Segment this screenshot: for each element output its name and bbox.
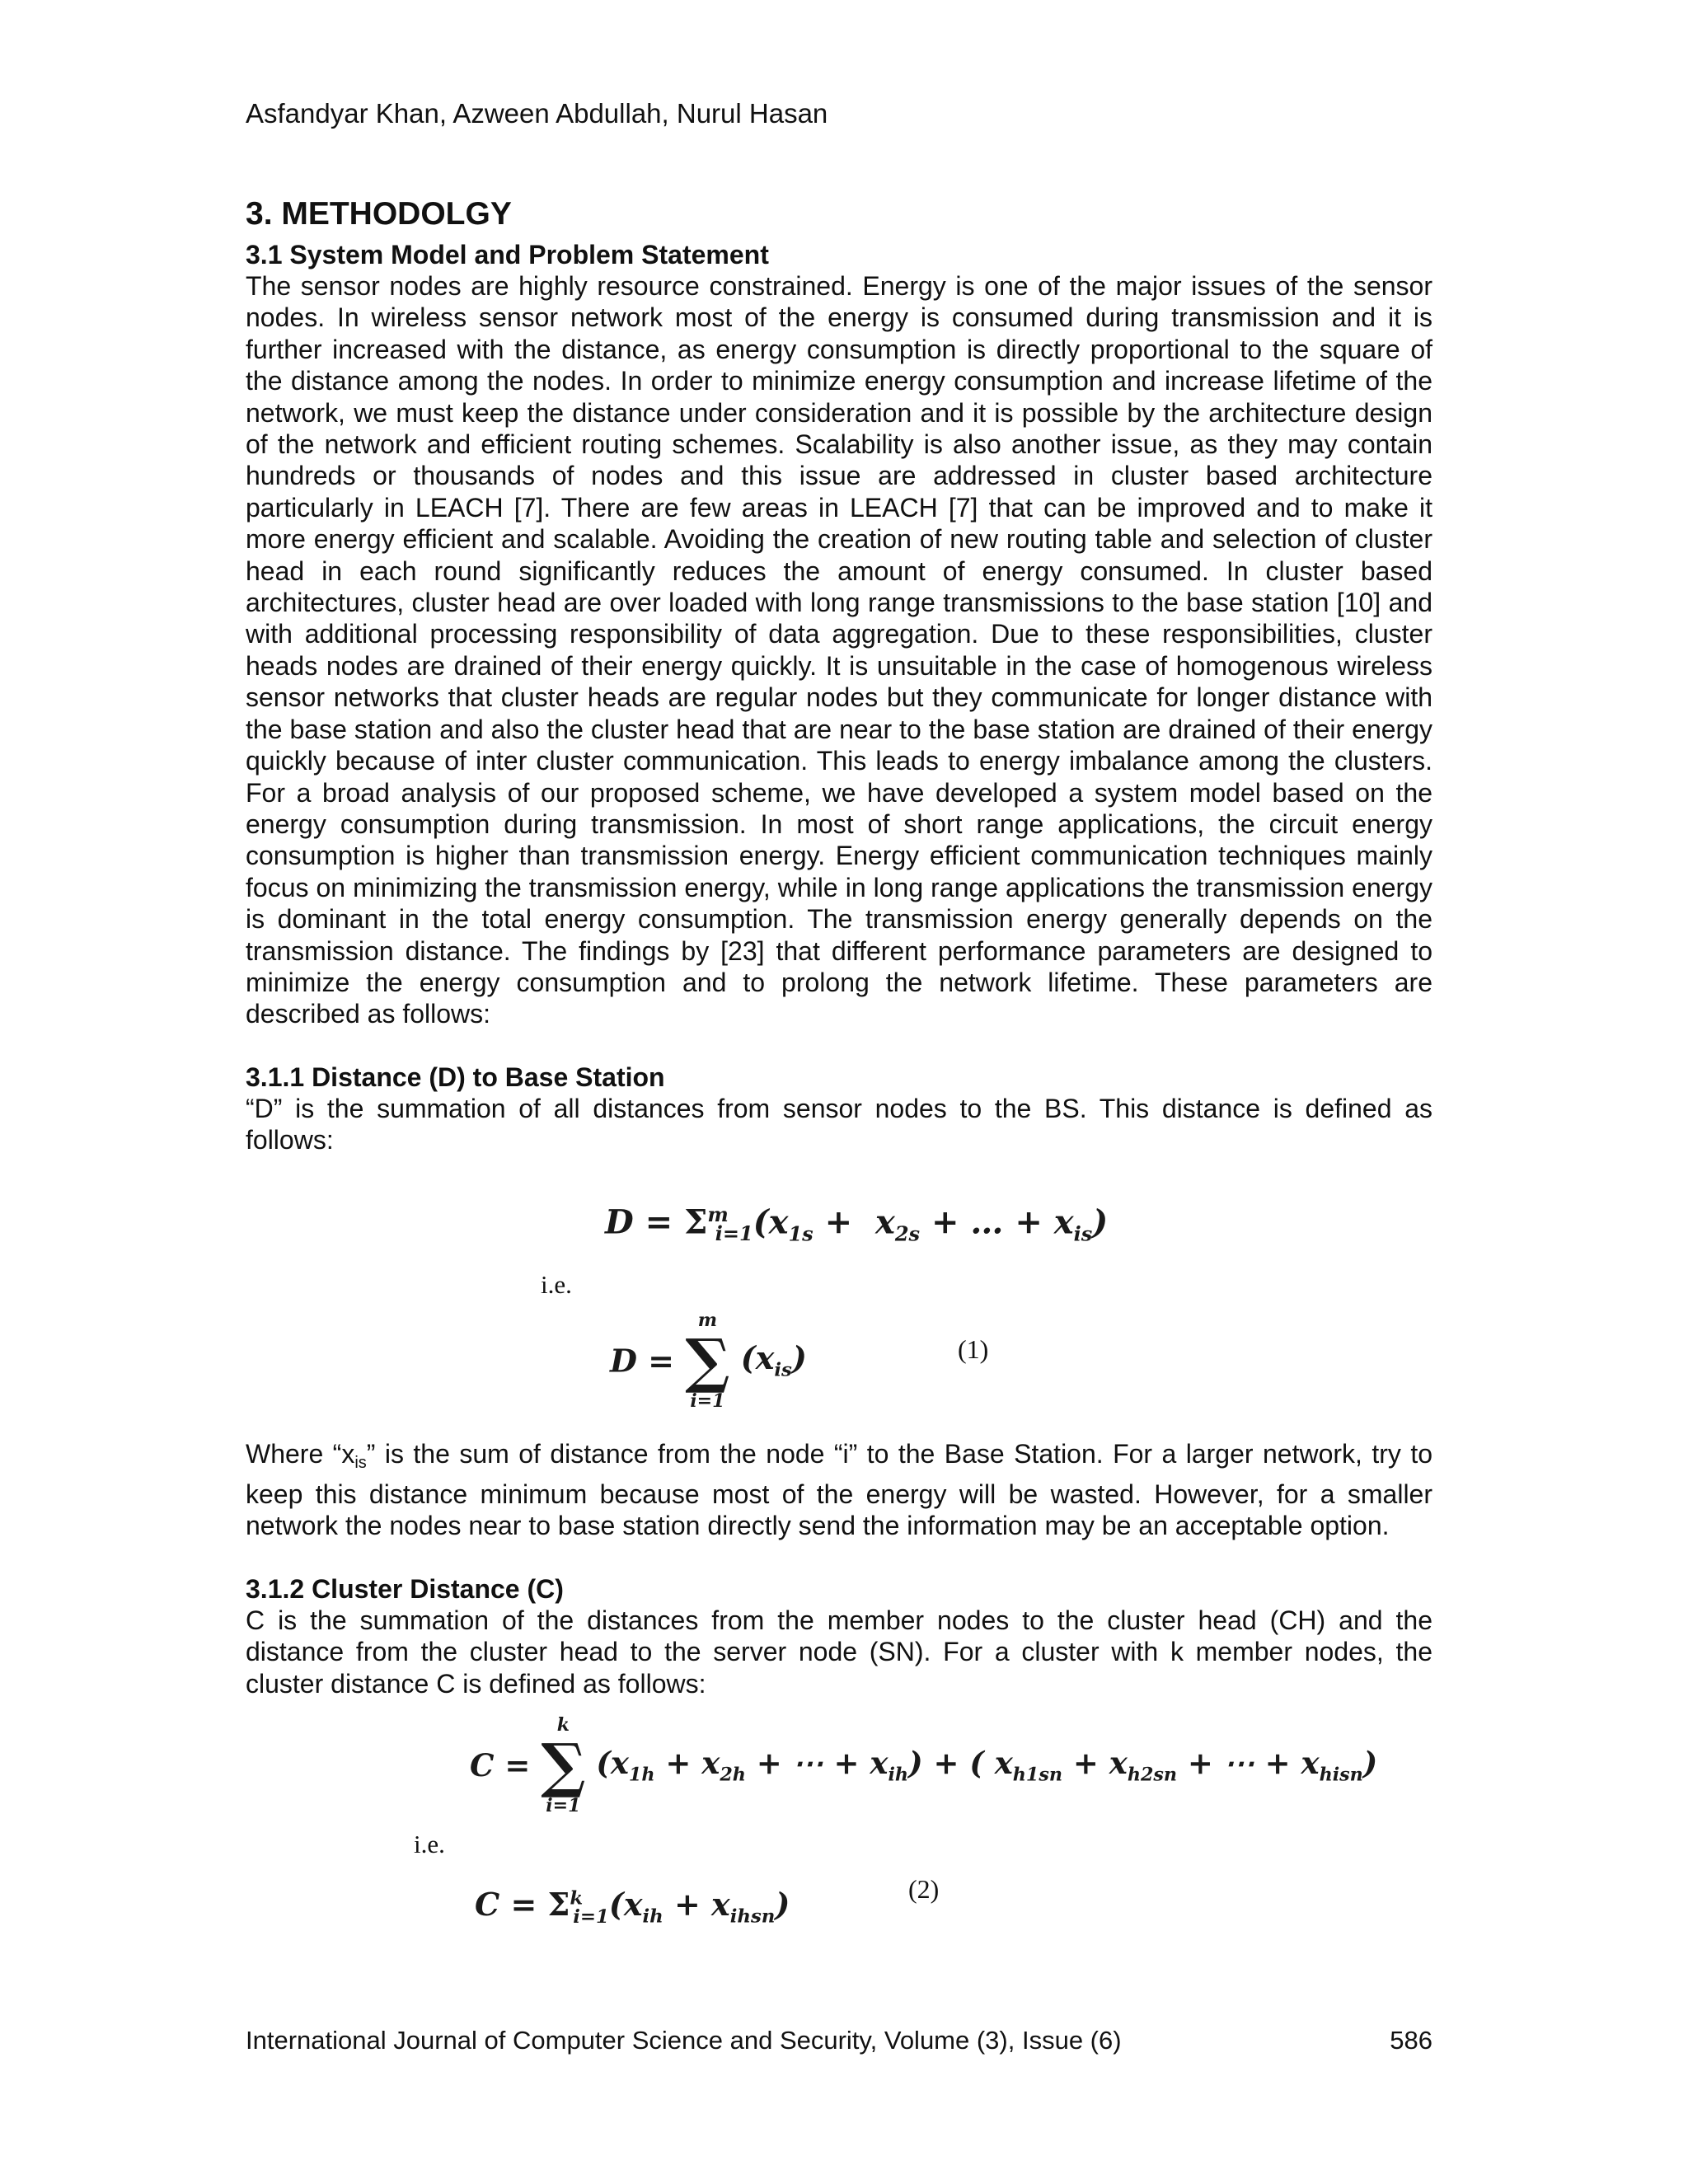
footer-page-number: 586: [1390, 2026, 1432, 2055]
equation-2-line-2: $C = \Sigma^k_{i=1}(x_{ih} + x_{ihsn})$: [475, 1886, 790, 1928]
body-paragraph-where: Where “$x_{is}$” is the sum of distance from the node “i” to the Base Station. For a larger network, try to keep this distance minimum because most of the energy will be wasted. However, for a smaller network the nodes near to base station directly send the information may be an acceptable option.: [246, 1438, 1433, 1541]
subsubsection-title-cluster: 3.1.2 Cluster Distance (C): [246, 1573, 564, 1604]
equation-1-line-2: D = m ∑ i=1 $(x_{is})$: [610, 1309, 807, 1412]
body-paragraph-cluster: C is the summation of the distances from the member nodes to the cluster head (CH) and the distance from the cluster head to the server node (SN). For a cluster with k member nodes, the cluster distance C is defined as follows:: [246, 1605, 1432, 1699]
subsubsection-title-distance: 3.1.1 Distance (D) to Base Station: [246, 1062, 665, 1092]
equation-2-line-1: C = k ∑ i=1 ($x_{1h} + x_{2h}$ + ⋯ + $x_{ih}$) + ( $x_{h1sn} + x_{h2sn}$ + ⋯ + $x_{hisn}$): [470, 1714, 1378, 1816]
page-content: [246, 194, 1432, 1947]
body-paragraph-distance: “D” is the summation of all distances from sensor nodes to the BS. This distance is defined as follows:: [246, 1093, 1432, 1155]
equation-1-line-1: $D = \Sigma^m_{i=1}(x_{1s} + x_{2s}$ + … + $x_{is}$): [605, 1202, 1109, 1245]
equation-2-number: (2): [908, 1874, 940, 1904]
equation-2-ie-label: i.e.: [414, 1830, 445, 1858]
subsection-title: 3.1 System Model and Problem Statement: [246, 240, 769, 269]
equation-2-block: [246, 1699, 1432, 1947]
spacer: [246, 1030, 1432, 1062]
footer-journal: International Journal of Computer Science and Security, Volume (3), Issue (6): [246, 2026, 1122, 2055]
equation-1-number: (1): [958, 1333, 989, 1364]
equation-1-ie-label: i.e.: [541, 1269, 572, 1299]
running-header-authors: Asfandyar Khan, Azween Abdullah, Nurul Hasan: [246, 98, 828, 129]
spacer: [246, 1542, 1432, 1573]
section-title: 3. METHODOLGY: [246, 196, 512, 232]
page-footer: [246, 2024, 1432, 2057]
equation-1-block: [246, 1156, 1432, 1438]
body-paragraph-system-model: The sensor nodes are highly resource constrained. Energy is one of the major issues of the sensor nodes. In wireless sensor network most of the energy is consumed during transmission and it is further increased with the distance, as energy consumption is directly proportional to the square of the distance among the nodes. In order to minimize energy consumption and increase lifetime of the network, we must keep the distance under consideration and it is possible by the architecture design of the network and efficient routing schemes. Scalability is also another issue, as they may contain hundreds or thousands of nodes and this issue are addressed in cluster based architecture particularly in LEACH [7]. There are few areas in LEACH [7] that can be improved and to make it more energy efficient and scalable. Avoiding the creation of new routing table and selection of cluster head in each round significantly reduces the amount of energy consumed. In cluster based architectures, cluster head are over loaded with long range transmissions to the base station [10] and with additional processing responsibility of data aggregation. Due to these responsibilities, cluster heads nodes are drained of their energy quickly. It is unsuitable in the case of homogenous wireless sensor networks that cluster heads are regular nodes but they communicate for longer distance with the base station and also the cluster head that are near to the base station are drained of their energy quickly because of inter cluster communication. This leads to energy imbalance among the clusters. For a broad analysis of our proposed scheme, we have developed a system model based on the energy consumption during transmission. In most of short range applications, the circuit energy consumption is higher than transmission energy. Energy efficient communication techniques mainly focus on minimizing the transmission energy, while in long range applications the transmission energy is dominant in the total energy consumption. The transmission energy generally depends on the transmission distance. The findings by [23] that different performance parameters are designed to minimize the energy consumption and to prolong the network lifetime. These parameters are described as follows:: [246, 271, 1432, 1029]
